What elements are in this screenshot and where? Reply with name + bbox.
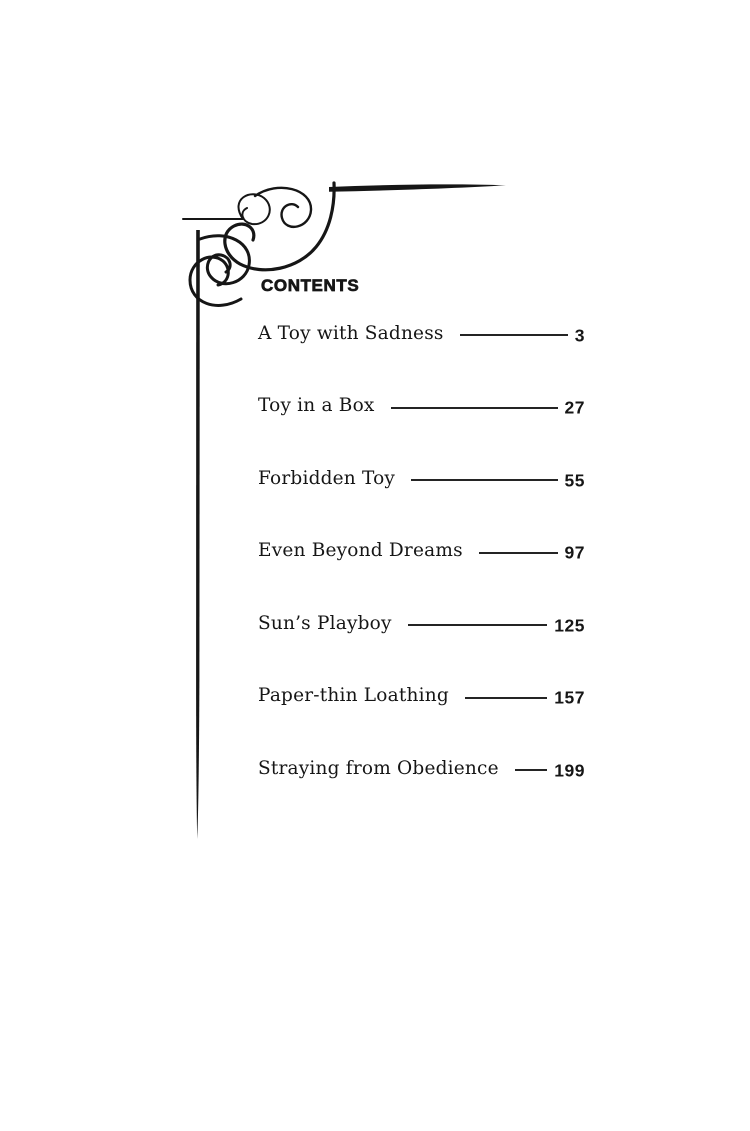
toc-entry xyxy=(258,442,585,515)
toc-entry-title: Sun’s Playboy xyxy=(258,612,392,634)
toc-entry-title: Even Beyond Dreams xyxy=(258,540,463,562)
toc-leader-line xyxy=(515,769,548,771)
toc-entry-title: A Toy with Sadness xyxy=(258,322,444,344)
toc-leader-line xyxy=(460,334,568,336)
toc-entry-title: Straying from Obedience xyxy=(258,757,499,779)
toc-entry xyxy=(258,732,585,805)
toc-entry xyxy=(258,297,585,370)
toc-leader-line xyxy=(479,552,558,554)
top-horizontal-rule-icon xyxy=(329,184,506,191)
toc-entry-page: 3 xyxy=(574,325,585,346)
toc-entry-title: Toy in a Box xyxy=(258,395,375,417)
toc-leader-line xyxy=(391,407,558,409)
toc-entry xyxy=(258,660,585,733)
left-vertical-rule-icon xyxy=(196,230,200,839)
toc-entry-page: 55 xyxy=(564,470,585,491)
toc-leader-line xyxy=(408,624,548,626)
toc-entry-page: 97 xyxy=(564,542,585,563)
toc-entry xyxy=(258,587,585,660)
toc-entry-page: 125 xyxy=(554,615,585,636)
toc-entry-title: Paper-thin Loathing xyxy=(258,685,449,707)
toc-entry-page: 27 xyxy=(564,397,585,418)
toc-entry-title: Forbidden Toy xyxy=(258,467,396,489)
toc-entry xyxy=(258,370,585,443)
toc-list xyxy=(258,297,585,805)
toc-entry-page: 157 xyxy=(554,687,585,708)
toc-leader-line xyxy=(411,479,557,481)
toc-entry-page: 199 xyxy=(554,760,585,781)
toc-entry xyxy=(258,515,585,588)
page-title: CONTENTS xyxy=(261,276,360,295)
toc-leader-line xyxy=(465,697,547,699)
